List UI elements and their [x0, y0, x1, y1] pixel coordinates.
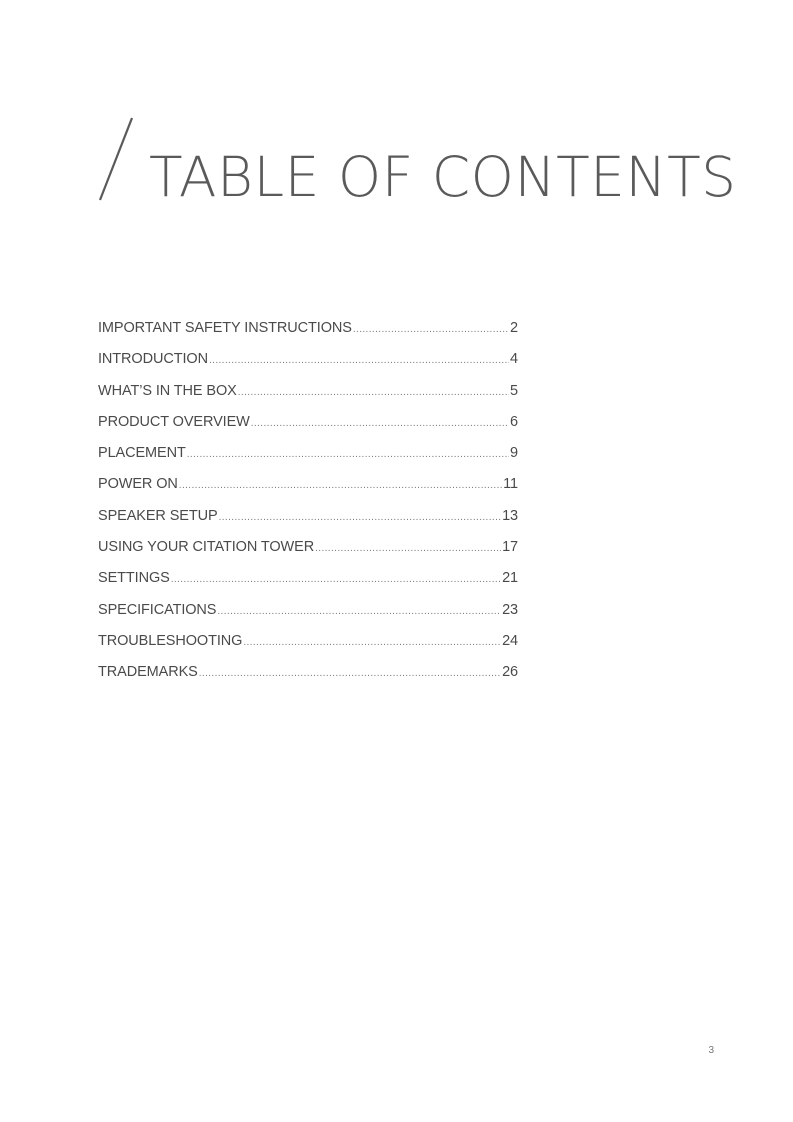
toc-item-label: SPEAKER SETUP: [98, 507, 218, 524]
page-header: [96, 116, 736, 216]
dot-leader: [199, 668, 501, 679]
toc-item-label: POWER ON: [98, 476, 178, 493]
toc-item-page: 24: [502, 632, 518, 649]
toc-item-placement[interactable]: [98, 445, 518, 476]
toc-item-page: 5: [510, 382, 518, 399]
toc-item-label: SPECIFICATIONS: [98, 601, 217, 618]
page-title: TABLE OF CONTENTS: [149, 145, 737, 209]
toc-item-page: 17: [502, 539, 518, 556]
toc-item-page: 21: [502, 570, 518, 587]
toc-item-speaker-setup[interactable]: [98, 508, 518, 539]
slash-decoration-icon: [96, 116, 136, 202]
page-number: 3: [708, 1045, 714, 1056]
dot-leader: [217, 606, 501, 617]
toc-item-page: 4: [510, 351, 518, 368]
toc-item-whats-in-the-box[interactable]: [98, 383, 518, 414]
toc-item-using-your-citation-tower[interactable]: [98, 539, 518, 570]
toc-item-introduction[interactable]: [98, 351, 518, 382]
toc-item-label: IMPORTANT SAFETY INSTRUCTIONS: [98, 320, 352, 336]
toc-item-label: TRADEMARKS: [98, 664, 198, 681]
toc-item-label: PRODUCT OVERVIEW: [98, 413, 250, 430]
toc-item-page: 13: [502, 507, 518, 524]
toc-item-safety-instructions[interactable]: [98, 320, 518, 351]
toc-item-label: WHAT’S IN THE BOX: [98, 382, 237, 399]
dot-leader: [219, 512, 501, 523]
dot-leader: [315, 543, 501, 554]
toc-item-product-overview[interactable]: [98, 414, 518, 445]
toc-item-page: 6: [510, 413, 518, 430]
toc-item-label: TROUBLESHOOTING: [98, 632, 243, 649]
toc-item-page: 9: [510, 445, 518, 462]
toc-item-label: INTRODUCTION: [98, 351, 208, 368]
dot-leader: [251, 418, 509, 429]
toc-item-page: 26: [502, 664, 518, 681]
toc-item-page: 2: [510, 320, 518, 336]
toc-item-trademarks[interactable]: [98, 664, 518, 695]
table-of-contents: [98, 320, 518, 696]
dot-leader: [179, 480, 502, 491]
toc-item-label: USING YOUR CITATION TOWER: [98, 539, 315, 556]
dot-leader: [353, 324, 509, 335]
dot-leader: [171, 574, 501, 585]
toc-item-specifications[interactable]: [98, 602, 518, 633]
toc-item-page: 23: [502, 601, 518, 618]
toc-item-label: PLACEMENT: [98, 445, 186, 462]
dot-leader: [238, 387, 509, 398]
toc-item-page: 11: [503, 476, 518, 493]
dot-leader: [209, 355, 509, 366]
dot-leader: [187, 449, 509, 460]
toc-item-power-on[interactable]: [98, 476, 518, 507]
toc-item-label: SETTINGS: [98, 570, 170, 587]
toc-item-settings[interactable]: [98, 570, 518, 601]
dot-leader: [243, 637, 501, 648]
toc-item-troubleshooting[interactable]: [98, 633, 518, 664]
